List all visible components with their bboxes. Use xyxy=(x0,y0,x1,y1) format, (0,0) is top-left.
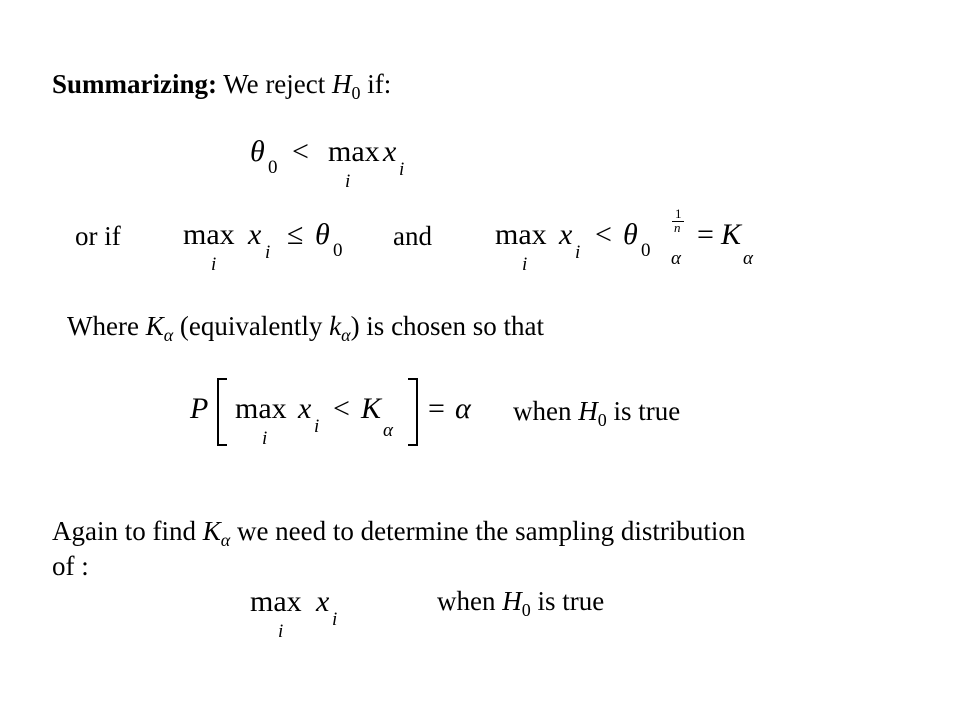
heading-bold: Summarizing: xyxy=(52,69,217,99)
k-alpha-sub: α xyxy=(341,325,351,345)
max-operator: max xyxy=(328,135,380,168)
x-variable: x xyxy=(316,585,330,618)
when-prefix: when xyxy=(437,586,503,616)
K-symbol: K xyxy=(145,311,164,341)
x-subscript-i: i xyxy=(265,242,271,263)
max-operator: max xyxy=(495,218,547,251)
exponent-numerator: 1 xyxy=(675,206,682,221)
formula-max-xi xyxy=(250,585,350,642)
heading xyxy=(52,68,391,103)
equiv-close: ) is chosen so that xyxy=(350,311,545,341)
when-h0-true-1 xyxy=(513,395,680,430)
max-subscript-i: i xyxy=(262,428,268,449)
where-line xyxy=(67,310,544,345)
right-bracket xyxy=(408,378,418,446)
is-true: is true xyxy=(606,396,681,426)
of-line: of : xyxy=(52,551,89,581)
max-subscript-i: i xyxy=(522,254,528,275)
K-alpha-sub: α xyxy=(220,530,231,550)
theta-subscript: 0 xyxy=(268,157,278,178)
k-symbol: k xyxy=(329,311,342,341)
formula-probability xyxy=(190,370,490,462)
theta-subscript: 0 xyxy=(333,240,343,261)
leq-symbol: ≤ xyxy=(287,218,304,251)
left-bracket xyxy=(217,378,227,446)
heading-if: if: xyxy=(360,69,392,99)
x-subscript-i: i xyxy=(575,242,581,263)
x-variable: x xyxy=(383,135,397,168)
where-prefix: Where xyxy=(67,311,146,341)
equiv-open: (equivalently xyxy=(173,311,330,341)
x-subscript-i: i xyxy=(399,159,405,180)
formula-max-leq-theta xyxy=(183,218,353,278)
less-than-symbol: < xyxy=(333,392,350,425)
max-subscript-i: i xyxy=(278,621,284,642)
when-prefix: when xyxy=(513,396,579,426)
max-subscript-i: i xyxy=(211,254,217,275)
again-line xyxy=(52,515,745,550)
theta-symbol: θ xyxy=(623,218,638,251)
K-variable: K xyxy=(721,218,742,251)
heading-text: We reject xyxy=(217,69,333,99)
exponent-denominator: n xyxy=(674,220,681,235)
K-symbol: K xyxy=(202,516,221,546)
hypothesis-h: H xyxy=(332,69,352,99)
hypothesis-h: H xyxy=(502,586,522,616)
again-prefix: Again to find xyxy=(52,516,203,546)
equals-symbol: = xyxy=(428,392,445,425)
hypothesis-sub: 0 xyxy=(351,83,361,103)
probability-P: P xyxy=(190,392,209,425)
k-subscript-alpha: α xyxy=(671,248,681,269)
formula-max-less-theta-k xyxy=(495,206,770,278)
is-true: is true xyxy=(530,586,605,616)
hypothesis-h: H xyxy=(578,396,598,426)
again-rest: we need to determine the sampling distribution xyxy=(230,516,746,546)
max-operator: max xyxy=(183,218,235,251)
max-operator: max xyxy=(235,392,287,425)
K-subscript-alpha: α xyxy=(383,420,393,441)
less-than-symbol: < xyxy=(292,135,309,168)
max-subscript-i: i xyxy=(345,171,351,192)
alpha-symbol: α xyxy=(455,392,471,425)
hypothesis-sub: 0 xyxy=(521,600,531,620)
when-h0-true-2 xyxy=(437,585,604,620)
theta-subscript: 0 xyxy=(641,240,651,261)
equals-symbol: = xyxy=(697,218,714,251)
K-alpha-sub: α xyxy=(163,325,174,345)
theta-symbol: θ xyxy=(315,218,330,251)
x-variable: x xyxy=(248,218,262,251)
x-subscript-i: i xyxy=(332,609,338,630)
theta-symbol: θ xyxy=(250,135,265,168)
or-if-label: or if xyxy=(75,221,121,251)
x-subscript-i: i xyxy=(314,416,320,437)
max-operator: max xyxy=(250,585,302,618)
less-than-symbol: < xyxy=(595,218,612,251)
and-label: and xyxy=(393,221,432,251)
hypothesis-sub: 0 xyxy=(597,410,607,430)
K-subscript-alpha: α xyxy=(743,248,753,269)
x-variable: x xyxy=(559,218,573,251)
K-variable: K xyxy=(361,392,382,425)
formula-theta-less-max xyxy=(250,135,420,195)
x-variable: x xyxy=(298,392,312,425)
